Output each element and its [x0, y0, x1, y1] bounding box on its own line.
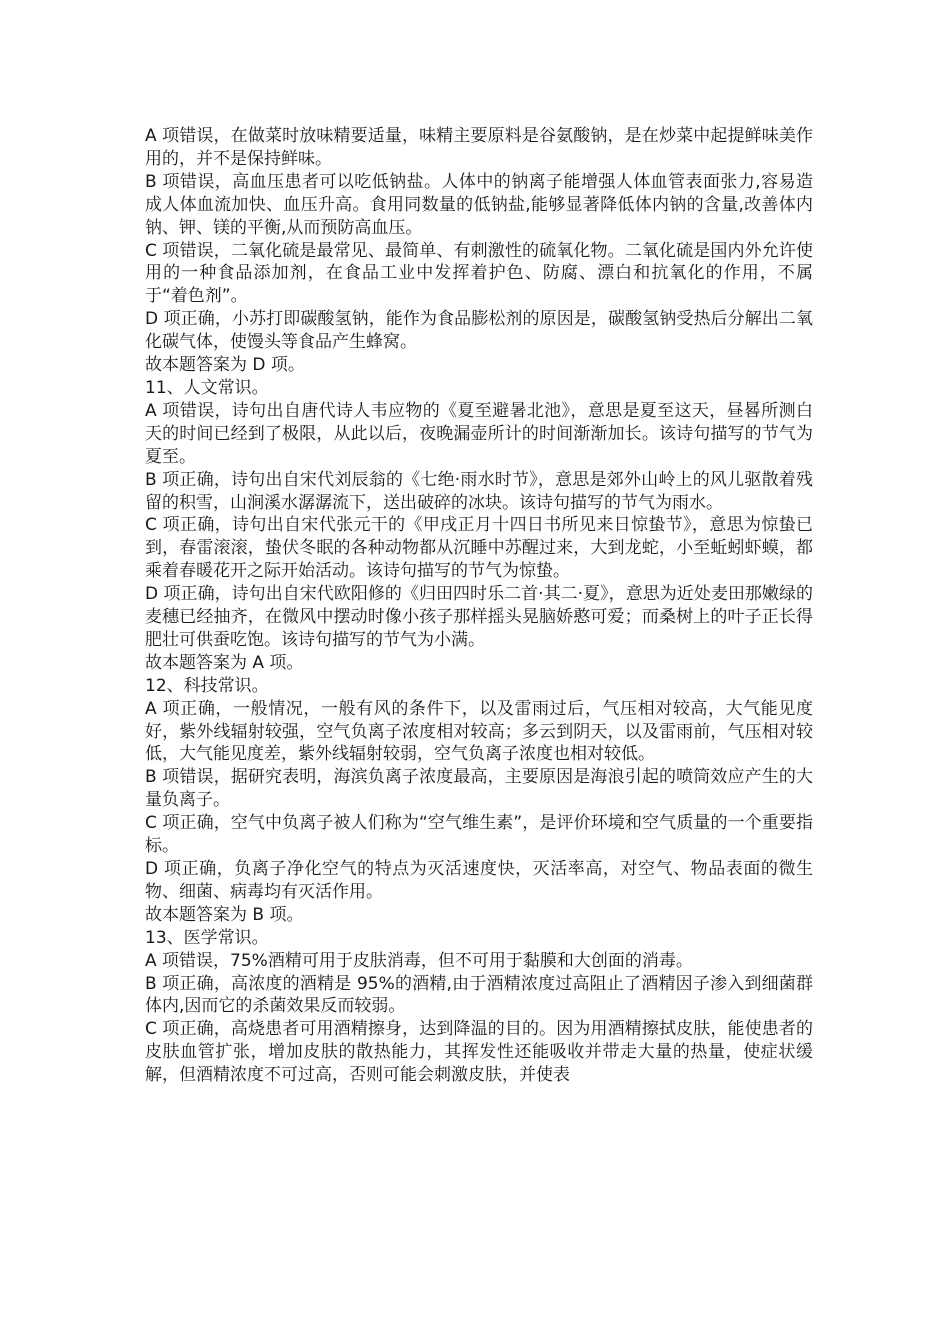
section-heading: 11、人文常识。 — [145, 377, 269, 398]
paragraph: B 项正确，诗句出自宋代刘辰翁的《七绝·雨水时节》，意思是郊外山岭上的风儿驱散着残留的积雪，山涧溪水潺潺流下，送出破碎的冰块。该诗句描写的节气为雨水。 — [145, 469, 813, 513]
paragraph: C 项正确，诗句出自宋代张元干的《甲戌正月十四日书所见来日惊蛰节》，意思为惊蛰已到，春雷滚滚，蛰伏冬眠的各种动物都从沉睡中苏醒过来，大到龙蛇，小至蚯蚓虾蟆，都乘着春暖花开之际开始活动。该诗句描写的节气为惊蛰。 — [145, 515, 813, 582]
paragraph: C 项错误，二氧化硫是最常见、最简单、有刺激性的硫氧化物。二氧化硫是国内外允许使用的一种食品添加剂，在食品工业中发挥着护色、防腐、漂白和抗氧化的作用，不属于“着色剂”。 — [145, 240, 813, 307]
paragraph: C 项正确，空气中负离子被人们称为“空气维生素”，是评价环境和空气质量的一个重要指标。 — [145, 813, 813, 857]
paragraph: B 项错误，高血压患者可以吃低钠盐。人体中的钠离子能增强人体血管表面张力,容易造成人体血流加快、血压升高。食用同数量的低钠盐,能够显著降低体内钠的含量,改善体内钠、钾、镁的平衡,从而预防高血压。 — [145, 171, 813, 238]
paragraph: D 项正确，诗句出自宋代欧阳修的《归田四时乐二首·其二·夏》，意思为近处麦田那嫩绿的麦穗已经抽齐，在微风中摆动时像小孩子那样摇头晃脑娇憨可爱；而桑树上的叶子正长得肥壮可供蚕吃饱。该诗句描写的节气为小满。 — [145, 584, 813, 650]
document-body — [145, 125, 813, 1087]
paragraph: B 项正确，高浓度的酒精是 95%的酒精,由于酒精浓度过高阻止了酒精因子渗入到细菌群体内,因而它的杀菌效果反而较弱。 — [145, 973, 813, 1017]
section-heading: 12、科技常识。 — [145, 675, 269, 696]
paragraph: A 项错误，诗句出自唐代诗人韦应物的《夏至避暑北池》，意思是夏至这天，昼晷所测白天的时间已经到了极限，从此以后，夜晚漏壶所计的时间渐渐加长。该诗句描写的节气为夏至。 — [145, 400, 813, 467]
paragraph: A 项错误，在做菜时放味精要适量，味精主要原料是谷氨酸钠，是在炒菜中起提鲜味美作用的，并不是保持鲜味。 — [145, 126, 813, 169]
paragraph: D 项正确，小苏打即碳酸氢钠，能作为食品膨松剂的原因是，碳酸氢钠受热后分解出二氧化碳气体，使馒头等食品产生蜂窝。 — [145, 309, 813, 353]
answer-line: 故本题答案为 D 项。 — [145, 355, 305, 376]
paragraph: A 项错误，75%酒精可用于皮肤消毒，但不可用于黏膜和大创面的消毒。 — [145, 950, 693, 971]
paragraph: D 项正确，负离子净化空气的特点为灭活速度快，灭活率高，对空气、物品表面的微生物、细菌、病毒均有灭活作用。 — [145, 859, 813, 902]
answer-line: 故本题答案为 A 项。 — [145, 652, 304, 673]
paragraph: A 项正确，一般情况，一般有风的条件下，以及雷雨过后，气压相对较高，大气能见度好，紫外线辐射较强，空气负离子浓度相对较高；多云到阴天，以及雷雨前，气压相对较低，大气能见度差，紫外线辐射较弱，空气负离子浓度也相对较低。 — [145, 698, 813, 765]
answer-line: 故本题答案为 B 项。 — [145, 904, 304, 925]
paragraph: B 项错误，据研究表明，海滨负离子浓度最高，主要原因是海浪引起的喷筒效应产生的大量负离子。 — [145, 767, 813, 811]
section-heading: 13、医学常识。 — [145, 927, 269, 948]
paragraph: C 项正确，高烧患者可用酒精擦身，达到降温的目的。因为用酒精擦拭皮肤，能使患者的皮肤血管扩张，增加皮肤的散热能力，其挥发性还能吸收并带走大量的热量，使症状缓解，但酒精浓度不可过高，否则可能会刺激皮肤，并使表 — [145, 1019, 813, 1086]
